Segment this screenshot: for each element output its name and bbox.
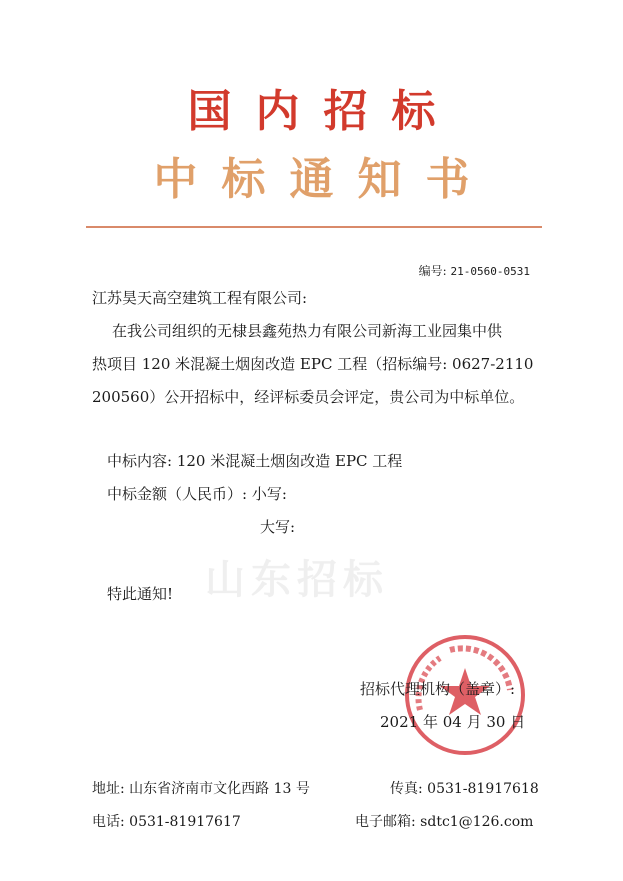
footer-phone: 电话: 0531-81917617: [92, 814, 241, 830]
serial-label: 编号:: [418, 264, 447, 278]
body-line-2: 热项目 120 米混凝土烟囱改造 EPC 工程（招标编号: 0627-2110: [92, 355, 534, 373]
award-amount-big: 大写:: [260, 518, 296, 536]
closing-notice: 特此通知!: [107, 585, 174, 603]
body-line-3: 200560）公开招标中，经评标委员会评定，贵公司为中标单位。: [92, 388, 525, 406]
issue-date: 2021 年 04 月 30 日: [380, 713, 526, 731]
watermark: 山东招标: [205, 557, 389, 603]
header-divider: [86, 226, 542, 228]
serial-value: 21-0560-0531: [450, 265, 530, 278]
agency-label: 招标代理机构（盖章）:: [360, 680, 516, 698]
footer-email: 电子邮箱: sdtc1@126.com: [355, 814, 534, 830]
footer-fax: 传真: 0531-81917618: [390, 781, 539, 797]
award-content: 中标内容: 120 米混凝土烟囱改造 EPC 工程: [107, 452, 403, 470]
title-line-2: 中标通知书: [153, 154, 494, 205]
award-amount-small: 中标金额（人民币）: 小写:: [107, 485, 287, 503]
title-line-1: 国内招标: [187, 86, 460, 137]
serial-number: [419, 262, 530, 279]
footer-address: 地址: 山东省济南市文化西路 13 号: [92, 781, 310, 797]
recipient: 江苏昊天高空建筑工程有限公司:: [92, 289, 308, 307]
body-line-1: 在我公司组织的无棣县鑫苑热力有限公司新海工业园集中供: [112, 322, 503, 340]
